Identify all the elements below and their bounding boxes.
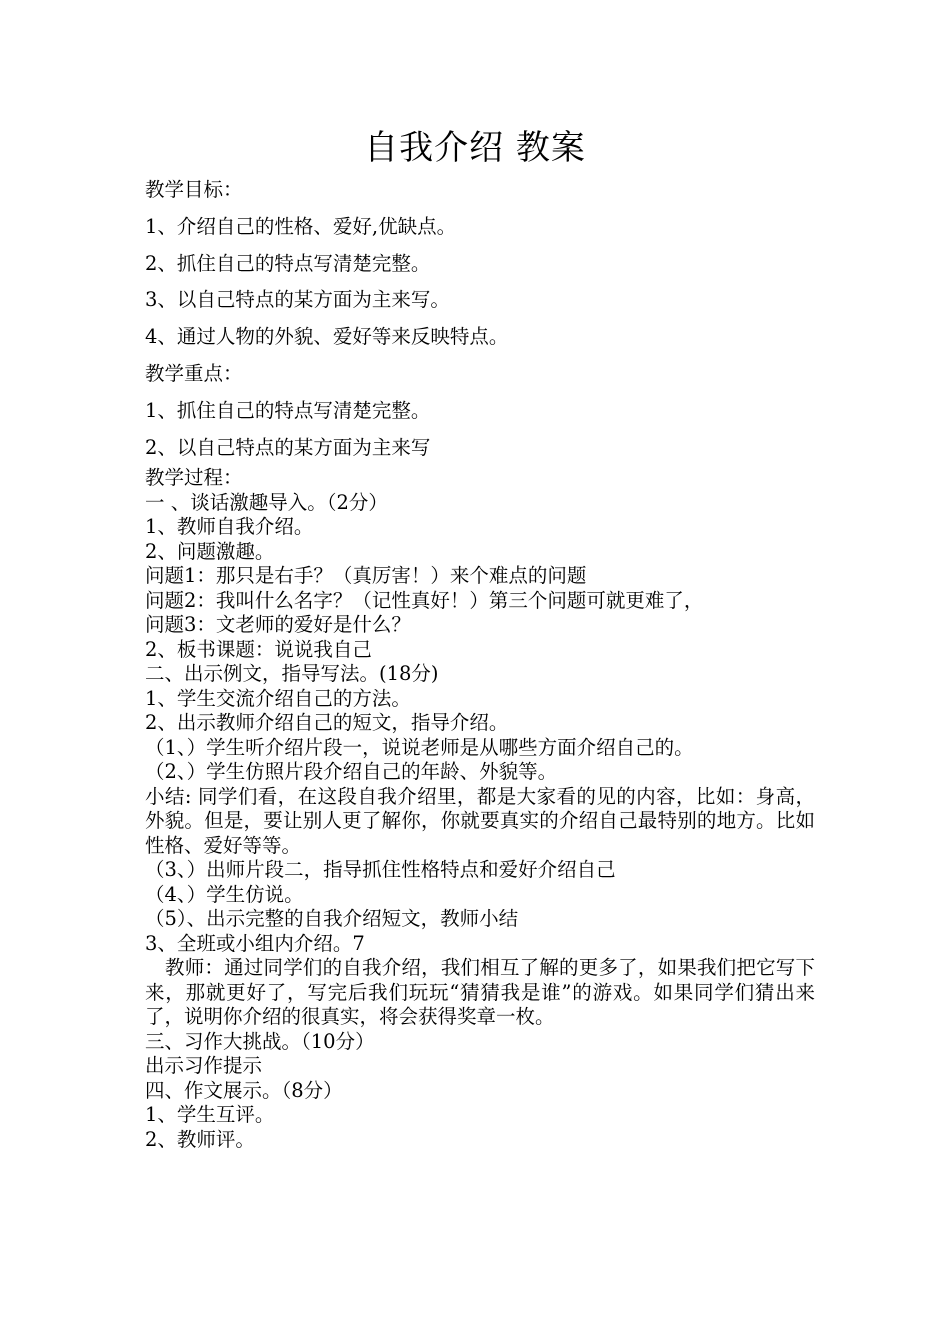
process-line: 问题2：我叫什么名字？（记性真好！）第三个问题可就更难了， [145, 588, 704, 612]
section-heading-key-points: 教学重点： [145, 361, 243, 385]
process-line: （2、）学生仿照片段介绍自己的年龄、外貌等。 [145, 760, 558, 784]
summary-paragraph: 小结: 同学们看，在这段自我介绍里，都是大家看的见的内容，比如：身高，外貌。但是，要让别人更了解你，你就要真实的介绍自己最特别的地方。比如性格、爱好等等。 [145, 784, 815, 857]
process-line: 四、作文展示。（8分） [145, 1078, 343, 1102]
process-line: 1、学生交流介绍自己的方法。 [145, 686, 411, 710]
process-line: 2、板书课题：说说我自己 [145, 637, 372, 661]
process-line: 2、教师评。 [145, 1127, 255, 1151]
section-heading-process: 教学过程： [145, 466, 243, 490]
objectives-section [145, 172, 815, 466]
process-line: 3、全班或小组内介绍。7 [145, 931, 365, 955]
process-line: 二、出示例文，指导写法。(18分) [145, 662, 439, 686]
process-line: 三、习作大挑战。（10分） [145, 1029, 375, 1053]
page-title: 自我介绍 教案 [364, 128, 586, 168]
process-line: （3、）出师片段二，指导抓住性格特点和爱好介绍自己 [145, 858, 616, 882]
key-point-line: 2、以自己特点的某方面为主来写 [145, 435, 431, 459]
process-line: （5）、出示完整的自我介绍短文，教师小结 [145, 907, 519, 931]
section-heading-objectives: 教学目标： [145, 178, 243, 201]
objective-line: 2、抓住自己的特点写清楚完整。 [145, 251, 431, 275]
process-line: 问题1：那只是右手？（真厉害！）来个难点的问题 [145, 564, 587, 588]
process-line: 出示习作提示 [145, 1054, 263, 1078]
process-line: 一 、谈话激趣导入。（2分） [145, 490, 388, 514]
process-section [145, 466, 815, 1152]
document-body [145, 172, 815, 1152]
teacher-paragraph: 教师：通过同学们的自我介绍，我们相互了解的更多了，如果我们把它写下来，那就更好了，写完后我们玩玩“猜猜我是谁”的游戏。如果同学们猜出来了，说明你介绍的很真实，将会获得奖章一枚。 [145, 956, 815, 1029]
process-line: 2、问题激趣。 [145, 539, 275, 563]
objective-line: 4、通过人物的外貌、爱好等来反映特点。 [145, 325, 509, 349]
process-line: 1、学生互评。 [145, 1103, 275, 1127]
process-line: 1、教师自我介绍。 [145, 515, 314, 539]
process-line: 2、出示教师介绍自己的短文，指导介绍。 [145, 711, 509, 735]
key-point-line: 1、抓住自己的特点写清楚完整。 [145, 398, 431, 422]
process-line: （1、）学生听介绍片段一，说说老师是从哪些方面介绍自己的。 [145, 735, 694, 759]
objective-line: 3、以自己特点的某方面为主来写。 [145, 288, 450, 312]
process-line: （4、）学生仿说。 [145, 882, 304, 906]
objective-line: 1、介绍自己的性格、爱好,优缺点。 [145, 214, 457, 238]
process-line: 问题3：文老师的爱好是什么？ [145, 613, 411, 637]
